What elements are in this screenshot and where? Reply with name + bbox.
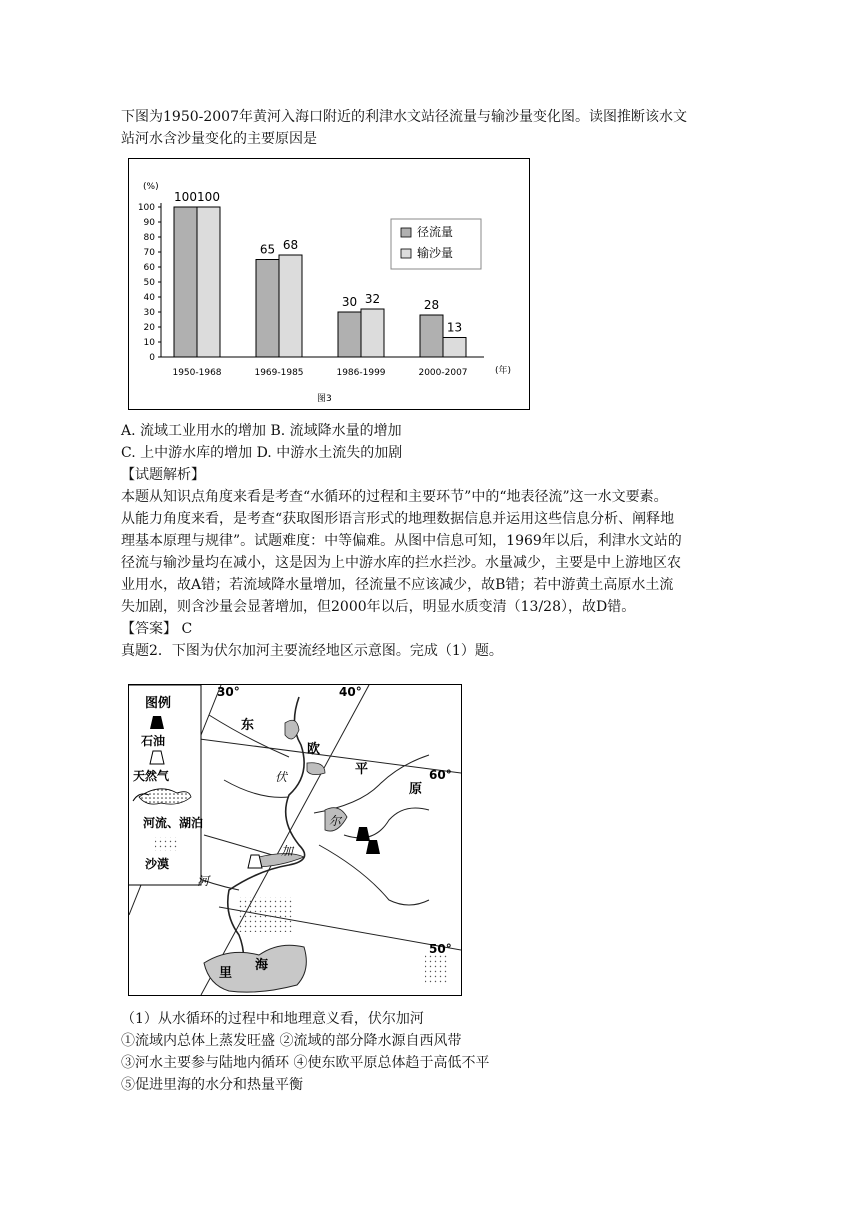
label-hai: 海 bbox=[255, 958, 269, 973]
map-legend-panel bbox=[129, 685, 204, 885]
legend-label-sediment: 输沙量 bbox=[417, 246, 454, 260]
desert-area-1 bbox=[239, 897, 294, 932]
chart-data-label: 13 bbox=[446, 320, 463, 335]
oil-symbol-map-2 bbox=[366, 840, 380, 854]
label-ping: 平 bbox=[355, 762, 369, 777]
chart-y-tick-label: 90 bbox=[143, 218, 155, 228]
chart-data-label: 65 bbox=[259, 242, 276, 257]
legend-swatch-runoff bbox=[401, 228, 411, 237]
chart-ylabel: (%) bbox=[143, 182, 159, 192]
chart-y-tick-label: 10 bbox=[143, 338, 155, 348]
label-jia: 加 bbox=[281, 844, 294, 858]
map-legend-gas: 天然气 bbox=[133, 769, 170, 783]
chart-data-label: 28 bbox=[423, 298, 440, 312]
chart-y-tick-label: 100 bbox=[137, 203, 155, 213]
analysis-line-1: 本题从知识点角度来看是考查“水循环的过程和主要环节”中的“地表径流”这一水文要素。 bbox=[121, 489, 668, 505]
map-legend-oil: 石油 bbox=[141, 734, 166, 748]
chart-y-tick-label: 50 bbox=[143, 278, 155, 288]
chart-bar bbox=[256, 260, 279, 358]
oil-symbol-map-1 bbox=[356, 827, 370, 841]
chart-y-tick-label: 70 bbox=[143, 248, 155, 258]
legend-swatch-sediment bbox=[401, 249, 411, 258]
label-er: 尔 bbox=[329, 814, 342, 828]
analysis-line-5: 业用水，故A错；若流域降水量增加，径流量不应该减少，故B错；若中游黄土高原水土流 bbox=[121, 577, 674, 593]
label-lon-40: 40° bbox=[339, 685, 362, 699]
analysis-line-4: 径流与输沙量均在减小，这是因为上中游水库的拦水拦沙。水量减少，主要是中上游地区农 bbox=[121, 555, 681, 571]
question1-stem-line1: 下图为1950-2007年黄河入海口附近的利津水文站径流量与输沙量变化图。读图推断该水文 bbox=[121, 109, 687, 125]
chart-bar bbox=[338, 312, 361, 357]
gas-symbol-map bbox=[248, 855, 262, 868]
question1-options-line2: C. 上中游水库的增加 D. 中游水土流失的加剧 bbox=[121, 445, 403, 461]
sub-question: （1）从水循环的过程中和地理意义看，伏尔加河 bbox=[121, 1011, 424, 1027]
chart-svg bbox=[129, 159, 529, 409]
label-fu: 伏 bbox=[275, 770, 288, 784]
volga-map-svg bbox=[129, 685, 461, 995]
analysis-line-3: 理基本原理与规律”。试题难度：中等偏难。从图中信息可知，1969年以后，利津水文站的 bbox=[121, 533, 682, 549]
label-yuan: 原 bbox=[409, 782, 423, 797]
statement-line-2: ③河水主要参与陆地内循环 ④使东欧平原总体趋于高低不平 bbox=[121, 1055, 490, 1071]
chart-x-unit: (年) bbox=[495, 366, 512, 376]
label-dong: 东 bbox=[241, 718, 255, 733]
chart-y-tick-label: 40 bbox=[143, 293, 155, 303]
chart-y-tick-label: 0 bbox=[149, 353, 155, 363]
label-he: 河 bbox=[197, 874, 210, 888]
chart-category-label: 2000-2007 bbox=[418, 368, 468, 378]
label-lon-30: 30° bbox=[217, 685, 240, 699]
chart-category-label: 1969-1985 bbox=[254, 368, 304, 378]
label-ou: 欧 bbox=[307, 742, 321, 757]
chart-y-tick-label: 30 bbox=[143, 308, 155, 318]
chart-y-tick-label: 60 bbox=[143, 263, 155, 273]
chart-data-label: 68 bbox=[282, 238, 299, 252]
tributary-4 bbox=[204, 835, 279, 857]
chart-data-label: 32 bbox=[364, 292, 381, 306]
question1-options-line1: A. 流域工业用水的增加 B. 流域降水量的增加 bbox=[121, 423, 402, 439]
tributary-3 bbox=[344, 808, 429, 838]
label-lat-50: 50° bbox=[429, 942, 452, 956]
map-legend-desert: 沙漠 bbox=[145, 857, 170, 871]
statement-line-3: ⑤促进里海的水分和热量平衡 bbox=[121, 1077, 303, 1093]
chart-bar bbox=[279, 255, 302, 357]
analysis-line-6: 失加剧，则含沙量会显著增加，但2000年以后，明显水质变清（13/28），故D错。 bbox=[121, 599, 636, 615]
volga-map bbox=[128, 684, 462, 996]
map-legend-river: 河流、湖泊 bbox=[143, 816, 204, 830]
question1-stem-line2: 站河水含沙量变化的主要原因是 bbox=[121, 131, 317, 147]
analysis-line-2: 从能力角度来看，是考查“获取图形语言形式的地理数据信息并运用这些信息分析、阐释地 bbox=[121, 511, 675, 527]
chart-bar bbox=[420, 315, 443, 357]
legend-label-runoff: 径流量 bbox=[417, 225, 454, 239]
statement-line-1: ①流域内总体上蒸发旺盛 ②流域的部分降水源自西风带 bbox=[121, 1033, 462, 1049]
runoff-sediment-chart bbox=[128, 158, 530, 410]
lake-2 bbox=[307, 763, 325, 775]
chart-data-label: 30 bbox=[341, 295, 358, 309]
chart-category-label: 1950-1968 bbox=[172, 368, 222, 378]
legend-desert-icon bbox=[155, 837, 177, 851]
label-lat-60: 60° bbox=[429, 768, 452, 782]
chart-y-tick-label: 20 bbox=[143, 323, 155, 333]
question2-stem: 真题2．下图为伏尔加河主要流经地区示意图。完成（1）题。 bbox=[121, 643, 503, 659]
chart-data-label: 100 bbox=[174, 190, 197, 204]
chart-caption: 图3 bbox=[317, 394, 332, 404]
label-li: 里 bbox=[219, 966, 233, 981]
chart-bar bbox=[174, 207, 197, 357]
map-legend-title: 图例 bbox=[145, 696, 172, 711]
chart-bar bbox=[443, 338, 466, 358]
chart-category-label: 1986-1999 bbox=[336, 368, 386, 378]
chart-data-label: 100 bbox=[197, 190, 220, 204]
chart-legend bbox=[391, 219, 481, 269]
answer-line: 【答案】 C bbox=[121, 621, 193, 637]
chart-y-tick-label: 80 bbox=[143, 233, 155, 243]
chart-bar bbox=[197, 207, 220, 357]
analysis-title: 【试题解析】 bbox=[121, 467, 205, 483]
desert-area-2 bbox=[425, 953, 447, 985]
legend-gas-icon bbox=[150, 751, 164, 764]
chart-bar bbox=[361, 309, 384, 357]
